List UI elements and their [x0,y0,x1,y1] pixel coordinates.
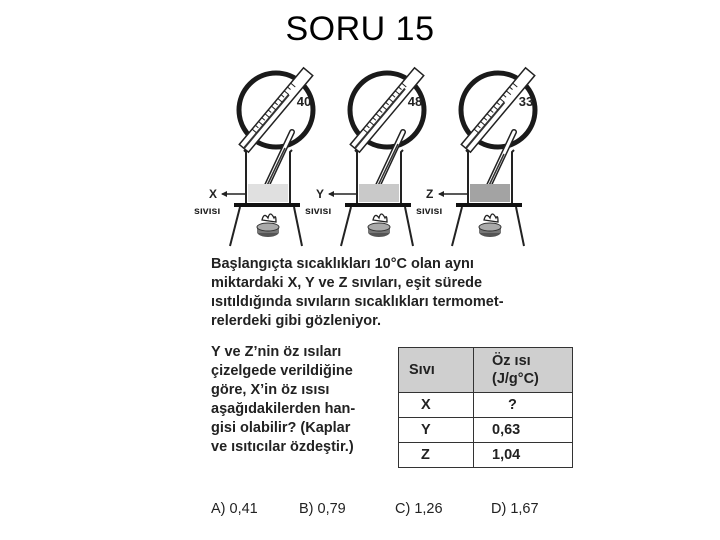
option-c[interactable]: C) 1,26 [395,501,443,517]
option-d[interactable]: D) 1,67 [491,501,539,517]
answer-options [211,501,561,521]
intro-line: Başlangıçta sıcaklıkları 10°C olan aynı [211,256,474,272]
setup-z [416,68,535,246]
prompt-line: Y ve Z’nin öz ısıları [211,344,342,360]
burner-z-icon [479,214,501,237]
question-intro [211,255,556,331]
option-b[interactable]: B) 0,79 [299,501,346,517]
prompt-line: aşağıdakilerden han- [211,401,356,417]
question-prompt [211,343,389,457]
table-row [399,418,573,443]
liquid-caption-y: sıvısı [305,205,332,217]
table-header-row [399,348,573,393]
prompt-line: ve ısıtıcılar özdeştir.) [211,439,354,455]
header-heat-line1: Öz ısı [492,353,531,369]
burner-x-icon [257,214,279,237]
specific-heat-table [398,347,573,468]
header-liquid: Sıvı [399,348,474,393]
setup-y [305,68,424,246]
table-row [399,393,573,418]
prompt-line: gisi olabilir? (Kaplar [211,420,351,436]
prompt-line: göre, X’in öz ısısı [211,382,330,398]
setup-x [194,68,313,246]
prompt-line: çizelgede verildiğine [211,363,353,379]
thermometer-reading-z: 33 [518,94,534,109]
cell-liquid: Y [399,418,474,443]
slide-title: SORU 15 [285,10,435,48]
cell-value: 0,63 [474,418,573,443]
experiment-figure [190,62,560,252]
thermometer-reading-x: 40 [296,94,312,109]
table-row [399,443,573,468]
cell-value: ? [474,393,573,418]
liquid-letter-y: Y [316,187,325,201]
cell-liquid: X [399,393,474,418]
liquid-z [470,184,510,202]
intro-line: ısıtıldığında sıvıların sıcaklıkları termomet- [211,294,504,310]
thermometer-reading-y: 48 [407,94,423,109]
header-heat-line2: (J/g°C) [492,371,539,387]
liquid-caption-z: sıvısı [416,205,443,217]
cell-liquid: Z [399,443,474,468]
liquid-letter-x: X [209,187,218,201]
burner-y-icon [368,214,390,237]
liquid-caption-x: sıvısı [194,205,221,217]
option-a[interactable]: A) 0,41 [211,501,258,517]
header-specific-heat [474,348,573,393]
intro-line: relerdeki gibi gözleniyor. [211,313,382,329]
liquid-letter-z: Z [426,187,434,201]
liquid-x [248,184,288,202]
intro-line: miktardaki X, Y ve Z sıvıları, eşit sürede [211,275,483,291]
liquid-y [359,184,399,202]
cell-value: 1,04 [474,443,573,468]
